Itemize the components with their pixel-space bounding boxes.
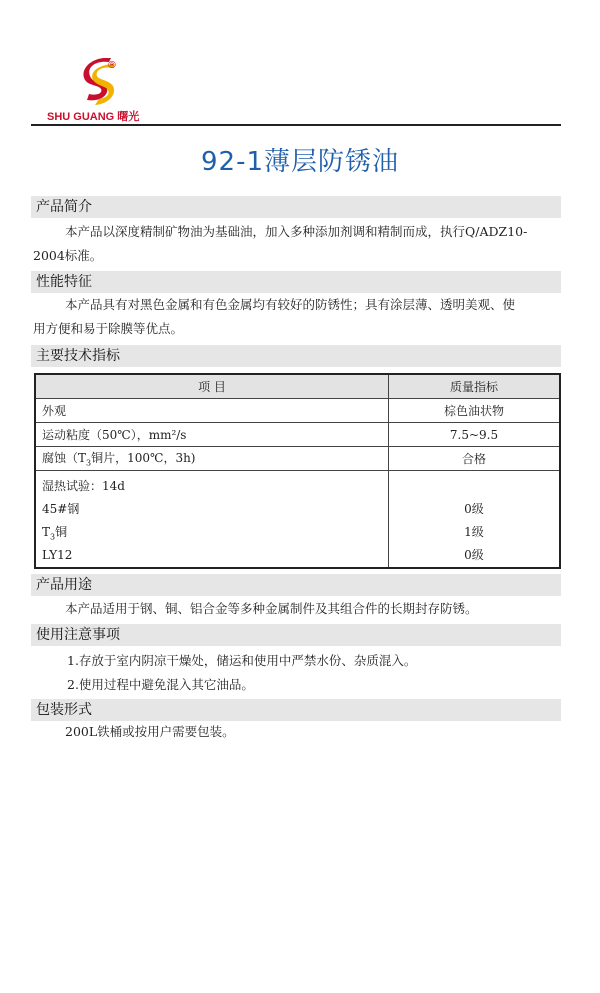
humidity-item-2 (42, 521, 382, 544)
features-text-line1: 本产品具有对黑色金属和有色金属均有较好的防锈性；具有涂层薄、透明美观、使 (65, 297, 516, 312)
column-header-item: 项 目 (35, 374, 389, 399)
section-heading-packaging: 包装形式 (31, 699, 561, 721)
page-header (0, 0, 600, 128)
section-heading-features: 性能特征 (31, 271, 561, 293)
table-row (35, 447, 560, 471)
humidity-value-2: 1级 (464, 525, 484, 539)
packaging-paragraph (33, 720, 563, 744)
row-item (35, 447, 389, 471)
features-text-line2: 用方便和易于除膜等优点。 (33, 321, 184, 336)
humidity-items (35, 471, 389, 569)
section-heading-usage: 产品用途 (31, 574, 561, 596)
column-header-value: 质量指标 (389, 374, 561, 399)
humidity-item-1: 45#钢 (42, 502, 80, 516)
features-paragraph (33, 293, 563, 341)
table-row (35, 423, 560, 447)
humidity-value-3: 0级 (464, 548, 484, 562)
humidity-item-2-post: 铜 (55, 525, 68, 539)
notes-item-2: 2.使用过程中避免混入其它油品。 (67, 677, 254, 692)
intro-text-line1: 本产品以深度精制矿物油为基础油，加入多种添加剂调和精制而成，执行Q/ADZ10- (65, 224, 528, 239)
table-header-row (35, 374, 560, 399)
humidity-item-3: LY12 (42, 548, 73, 562)
header-divider (31, 124, 561, 126)
registered-mark: ® (107, 60, 117, 71)
table-row-humidity (35, 471, 560, 569)
page-title: 92-1薄层防锈油 (200, 147, 399, 177)
spec-table (34, 373, 561, 569)
row-item-pre: 腐蚀（T (42, 451, 87, 466)
row-item-post: 铜片，100℃，3h) (91, 451, 196, 466)
row-value: 合格 (389, 447, 561, 471)
intro-paragraph (33, 220, 563, 268)
brand-name: SHU GUANG 曙光 (47, 111, 140, 123)
section-heading-notes: 使用注意事项 (31, 624, 561, 646)
notes-item-1: 1.存放于室内阴凉干燥处，储运和使用中严禁水份、杂质混入。 (67, 653, 417, 668)
humidity-item-2-pre: T (42, 525, 51, 539)
table-row (35, 399, 560, 423)
humidity-item-2-sub: 3 (50, 532, 56, 542)
usage-text: 本产品适用于钢、铜、铝合金等多种金属制件及其组合件的长期封存防锈。 (65, 601, 478, 616)
intro-text-line2: 2004标准。 (33, 248, 103, 263)
row-value: 7.5~9.5 (389, 423, 561, 447)
row-item: 运动粘度（50℃），mm²/s (35, 423, 389, 447)
section-heading-specs: 主要技术指标 (31, 345, 561, 367)
humidity-value-1: 0级 (464, 502, 484, 516)
section-heading-intro: 产品简介 (31, 196, 561, 218)
packaging-text: 200L铁桶或按用户需要包装。 (65, 724, 235, 739)
usage-paragraph (33, 597, 563, 621)
humidity-label: 湿热试验：14d (42, 479, 125, 493)
row-item: 外观 (35, 399, 389, 423)
row-value: 棕色油状物 (389, 399, 561, 423)
row-item-sub: 3 (86, 458, 92, 468)
humidity-values (389, 471, 561, 569)
